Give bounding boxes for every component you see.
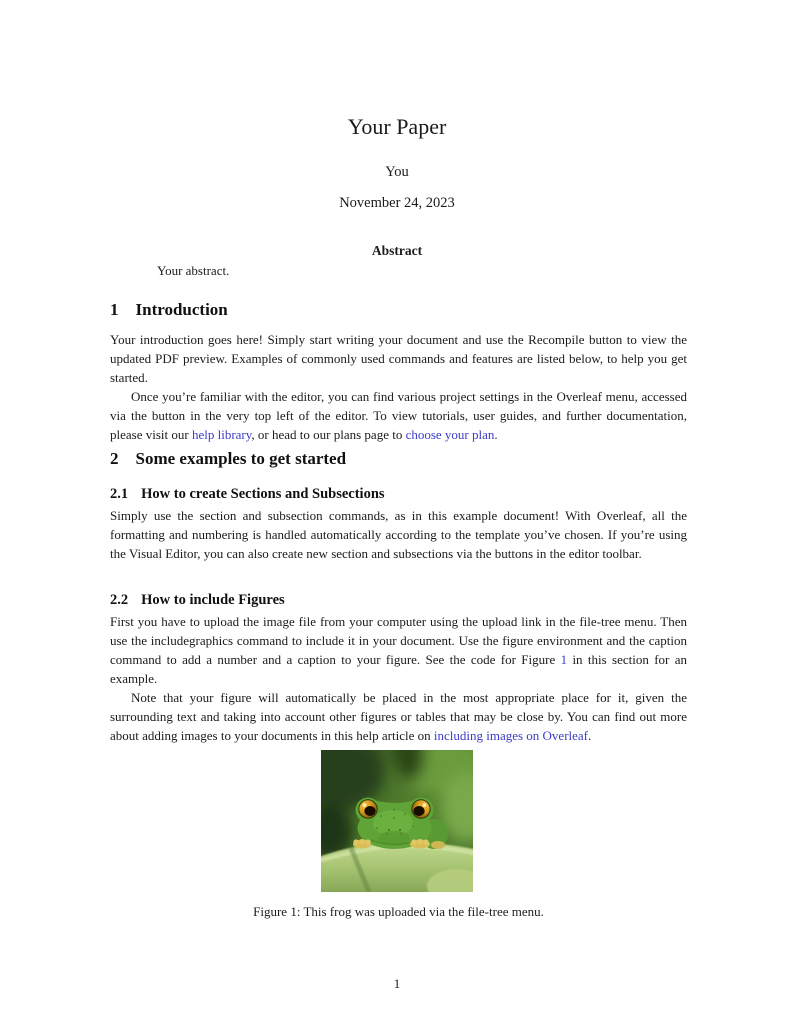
paper-title: Your Paper <box>347 114 447 139</box>
section-2-number: 2 <box>110 449 119 468</box>
choose-your-plan-link[interactable]: choose your plan <box>405 427 495 442</box>
subsection-2-2-number: 2.2 <box>110 592 129 608</box>
figures-paragraph-2 <box>110 688 687 745</box>
subsection-2-1-title: How to create Sections and Subsections <box>141 486 385 502</box>
paper-date: November 24, 2023 <box>339 195 455 211</box>
subsection-2-1-paragraph: Simply use the section and subsection commands, as in this example document! With Overleaf, all the formatting and numbering is handled automatically according to the template you’ve chosen. If you’re using the Visual Editor, you can also create new section and subsections via the buttons in the editor toolbar. <box>110 508 687 561</box>
intro-paragraph-1: Your introduction goes here! Simply start writing your document and use the Recompile button to view the updated PDF preview. Examples of commonly used commands and features are listed below, to help you get started. <box>110 332 687 385</box>
paragraph-text: . <box>588 728 592 743</box>
paragraph-text: , or head to our plans page to <box>251 427 406 442</box>
including-images-link[interactable]: including images on Overleaf <box>433 728 589 743</box>
paper-author: You <box>385 164 409 180</box>
abstract-text: Your abstract. <box>157 263 230 278</box>
section-1-number: 1 <box>110 300 119 319</box>
section-2-heading <box>110 449 687 469</box>
figure-1-ref-link[interactable]: 1 <box>560 652 568 667</box>
paragraph-text: in this section for an example. <box>110 652 687 686</box>
paragraph-text: Once you’re familiar with the editor, you can find various project settings in the Overleaf menu, accessed via the button in the very top left of the editor. To view tutorials, user guides, and further documentation, please visit our <box>110 389 687 442</box>
help-library-link[interactable]: help library <box>191 427 252 442</box>
paragraph-text: First you have to upload the image file from your computer using the upload link in the file-tree menu. Then use the includegraphics command to include it in your document. Use the figure environment and the caption command to add a number and a caption to your figure. See the code for Figure <box>110 614 687 667</box>
page-number: 1 <box>393 976 401 991</box>
frog-photo <box>321 750 473 892</box>
abstract-heading: Abstract <box>371 243 423 258</box>
section-1-heading <box>110 300 687 320</box>
section-2-title: Some examples to get started <box>135 449 347 468</box>
section-1-title: Introduction <box>135 300 228 319</box>
subsection-2-2-title: How to include Figures <box>141 592 285 608</box>
subsection-2-1-number: 2.1 <box>110 486 129 502</box>
paragraph-text: . <box>494 427 498 442</box>
figure-1 <box>321 750 473 892</box>
subsection-2-1-heading <box>110 486 687 503</box>
intro-paragraph-2 <box>110 387 687 444</box>
subsection-2-2-heading <box>110 592 687 609</box>
paragraph-text: Note that your figure will automatically be placed in the most appropriate place for it, given the surrounding text and taking into account other figures or tables that may be close by. You can find out more about adding images to your documents in this help article on <box>110 690 687 743</box>
figures-paragraph-1 <box>110 612 687 688</box>
figure-caption: Figure 1: This frog was uploaded via the file-tree menu. <box>253 904 544 919</box>
